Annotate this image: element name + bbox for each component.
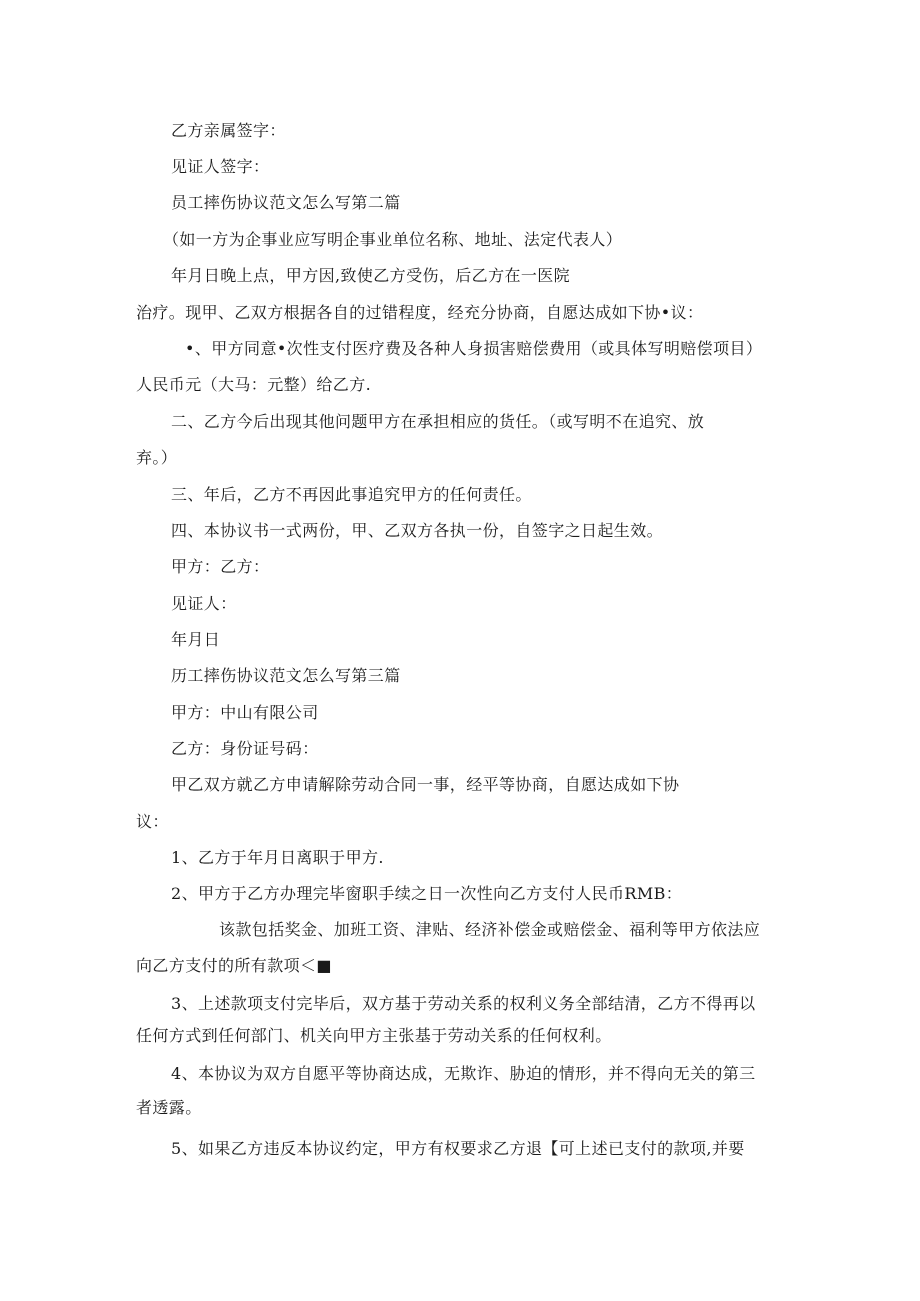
- text-line: （如一方为企事业应写明企事业单位名称、地址、法定代表人）: [163, 230, 623, 249]
- text-line: 任何方式到任何部门、机关向甲方主张基于劳动关系的任何权利。: [136, 1026, 612, 1045]
- text-line: 1、乙方于年月日离职于甲方.: [171, 848, 384, 867]
- text-line: 四、本协议书一式两份，甲、乙双方各执一份，自签字之日起生效。: [171, 521, 664, 540]
- text-line: 向乙方支付的所有款项＜■: [136, 956, 332, 975]
- text-line: 乙方：身份证号码：: [171, 739, 319, 758]
- text-line: 年月日晚上点，甲方因,致使乙方受伤，后乙方在一医院: [171, 266, 571, 285]
- text-line: 见证人签字：: [171, 157, 270, 176]
- text-line: 治疗。现甲、乙双方根据各自的过错程度，经充分协商，自愿达成如下协•议：: [136, 303, 704, 322]
- text-line: •、甲方同意•次性支付医疗费及各种人身损害赔偿费用（或具体写明赔偿项目）: [185, 339, 763, 358]
- text-line: 年月日: [171, 630, 221, 649]
- text-line: 见证人：: [171, 594, 237, 613]
- text-line: 4、本协议为双方自愿平等协商达成，无欺诈、胁迫的情形，并不得向无关的第三: [171, 1064, 756, 1083]
- text-line: 二、乙方今后出现其他问题甲方在承担相应的货任。（或写明不在追究、放: [171, 412, 705, 431]
- text-line: 5、如果乙方违反本协议约定，甲方有权要求乙方退【可上述已支付的款项,并要: [171, 1139, 745, 1158]
- text-line: 2、甲方于乙方办理完毕窗职手续之日一次性向乙方支付人民币RMB：: [171, 884, 683, 903]
- section-heading: 员工摔伤协议范文怎么写第二篇: [171, 193, 401, 212]
- text-line: 者透露。: [136, 1098, 202, 1117]
- text-line: 人民币元（大马：元整）给乙方.: [136, 375, 372, 394]
- text-line: 乙方亲属签字：: [171, 121, 286, 140]
- text-line: 3、上述款项支付完毕后，双方基于劳动关系的权利义务全部结清，乙方不得再以: [171, 994, 756, 1013]
- text-line: 甲方：中山有限公司: [171, 703, 319, 722]
- text-line: 三、年后，乙方不再因此事追究甲方的任何责任。: [171, 485, 532, 504]
- text-line: 该款包括奖金、加班工资、津贴、经济补偿金或赔偿金、福利等甲方依法应: [219, 920, 761, 939]
- section-heading: 历工摔伤协议范文怎么写第三篇: [171, 666, 401, 685]
- text-line: 甲乙双方就乙方申请解除劳动合同一事，经平等协商，自愿达成如下协: [171, 775, 680, 794]
- text-line: 议：: [136, 812, 169, 831]
- text-line: 弃。）: [136, 448, 178, 467]
- text-line: 甲方：乙方：: [171, 557, 270, 576]
